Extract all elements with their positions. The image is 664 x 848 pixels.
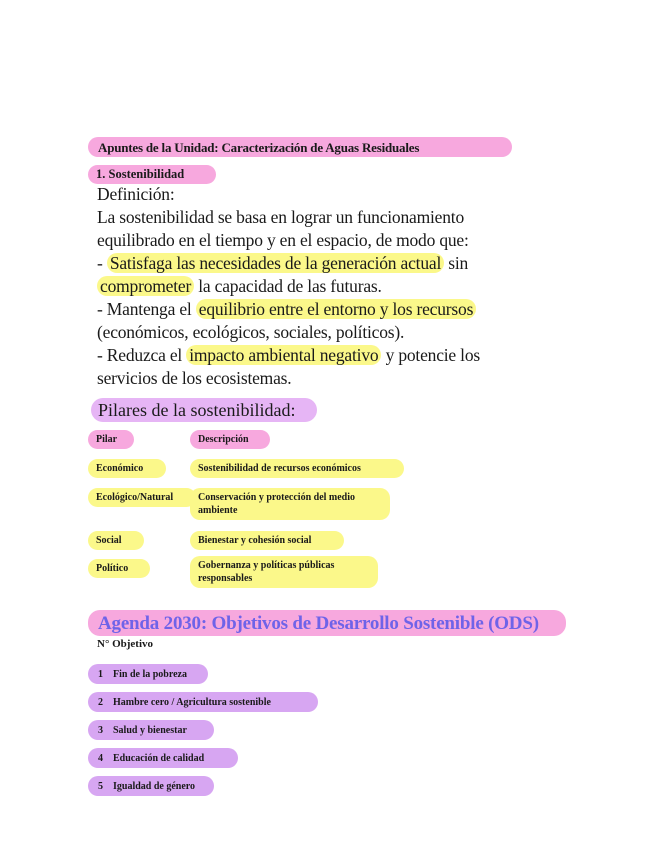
bullet-reduzca: - Reduzca el impacto ambiental negativo y potencie los (97, 345, 480, 365)
definition-line-1: La sostenibilidad se basa en lograr un funcionamiento (97, 207, 465, 227)
table-cell-pilar: Económico (88, 459, 166, 478)
table-cell-descripcion: Conservación y protección del medio ambiente (190, 488, 390, 520)
bullet-mantenga: - Mantenga el equilibrio entre el entorno y los recursos (97, 298, 476, 321)
ods-item-2: 2 Hambre cero / Agricultura sostenible (88, 692, 318, 712)
highlight-satisfaga: Satisfaga las necesidades de la generación actual (107, 253, 444, 273)
ods-item-5: 5 Igualdad de género (88, 776, 214, 796)
table-cell-descripcion: Sostenibilidad de recursos económicos (190, 459, 404, 478)
ods-item-1: 1 Fin de la pobreza (88, 664, 208, 684)
table-cell-pilar: Político (88, 559, 150, 578)
table-header-pilar: Pilar (88, 430, 134, 449)
bullet-satisfaga: - Satisfaga las necesidades de la generación actual sin (97, 253, 469, 273)
page-title: Apuntes de la Unidad: Caracterización de Aguas Residuales (88, 137, 512, 157)
agenda-heading: Agenda 2030: Objetivos de Desarrollo Sostenible (ODS) (88, 610, 566, 636)
bullet-mantenga-cont: (económicos, ecológicos, sociales, políticos). (97, 322, 405, 342)
bullet-satisfaga-cont: comprometer la capacidad de las futuras. (97, 275, 382, 298)
highlight-equilibrio: equilibrio entre el entorno y los recursos (196, 299, 476, 319)
highlight-comprometer: comprometer (97, 276, 194, 296)
highlight-impacto: impacto ambiental negativo (186, 345, 381, 365)
definition-line-2: equilibrado en el tiempo y en el espacio, de modo que: (97, 230, 469, 250)
ods-item-3: 3 Salud y bienestar (88, 720, 214, 740)
pilares-heading: Pilares de la sostenibilidad: (91, 398, 317, 422)
bullet-reduzca-cont: servicios de los ecosistemas. (97, 368, 292, 388)
section-heading-sostenibilidad: 1. Sostenibilidad (88, 165, 216, 184)
ods-table-header: N° Objetivo (97, 638, 154, 650)
table-cell-descripcion: Bienestar y cohesión social (190, 531, 344, 550)
table-cell-pilar: Ecológico/Natural (88, 488, 196, 507)
ods-item-4: 4 Educación de calidad (88, 748, 238, 768)
table-header-descripcion: Descripción (190, 430, 270, 449)
definition-label: Definición: (97, 184, 175, 204)
table-cell-pilar: Social (88, 531, 144, 550)
table-cell-descripcion: Gobernanza y políticas públicas responsables (190, 556, 378, 588)
